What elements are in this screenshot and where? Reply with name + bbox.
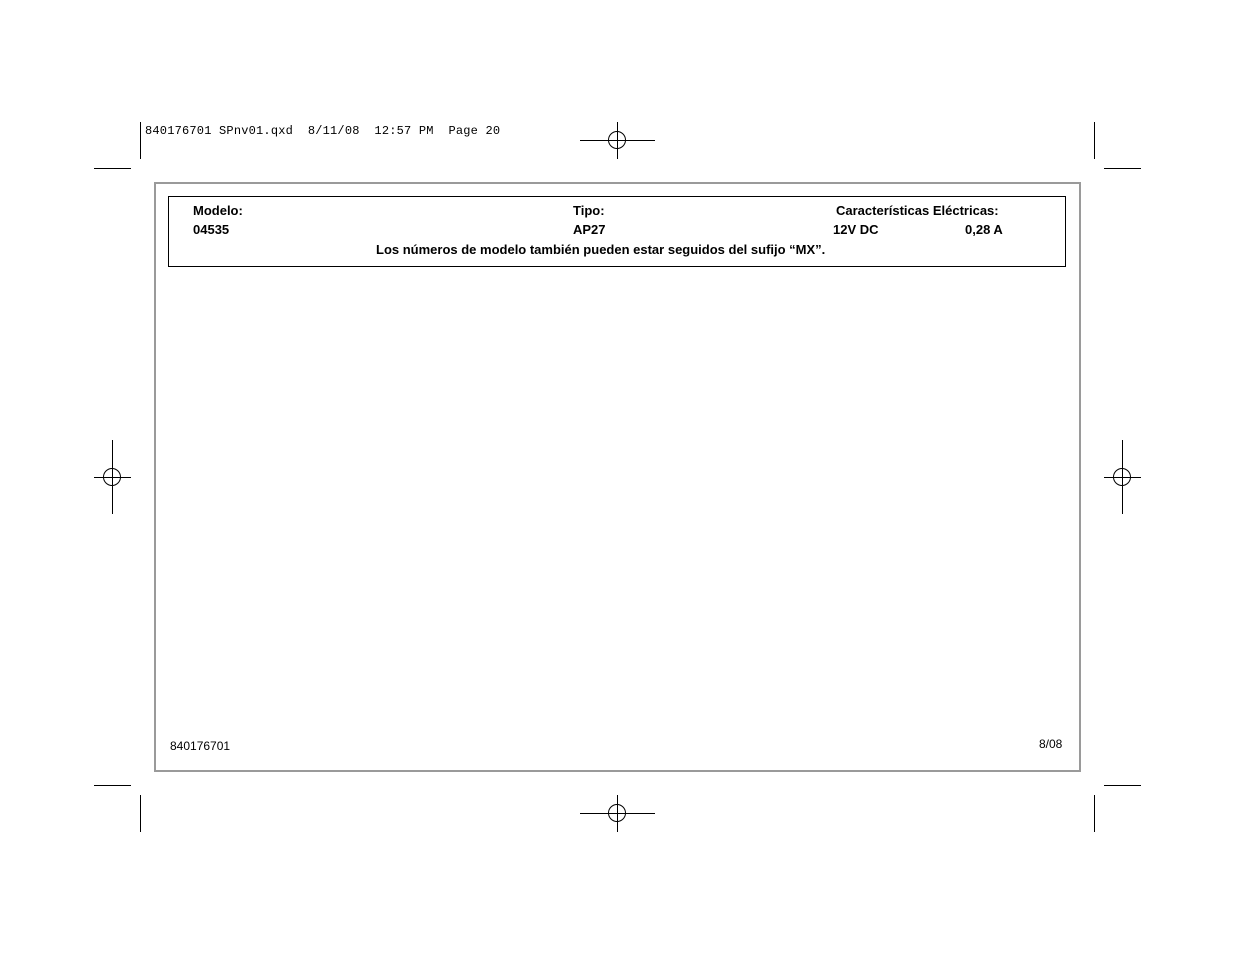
current-value: 0,28 A xyxy=(965,222,1003,237)
voltage-value: 12V DC xyxy=(833,222,879,237)
model-value: 04535 xyxy=(193,222,230,237)
crop-mark-top-left-vertical xyxy=(140,122,141,159)
crop-mark-top-right-horizontal xyxy=(1104,168,1141,169)
crop-mark-bottom-right-vertical xyxy=(1094,795,1095,832)
crop-mark-top-left-horizontal xyxy=(94,168,131,169)
crop-mark-bottom-left-horizontal xyxy=(94,785,131,786)
crop-mark-bottom-left-vertical xyxy=(140,795,141,832)
slug-line: 840176701 SPnv01.qxd 8/11/08 12:57 PM Page 20 xyxy=(145,124,501,138)
crop-mark-bottom-right-horizontal xyxy=(1104,785,1141,786)
electrical-label: Características Eléctricas: xyxy=(836,203,999,218)
model-label: Modelo: xyxy=(193,203,243,218)
type-label: Tipo: xyxy=(573,203,605,218)
type-value: AP27 xyxy=(573,222,606,237)
revision-date: 8/08 xyxy=(1039,737,1063,751)
page-frame xyxy=(154,182,1081,772)
model-suffix-note: Los números de modelo también pueden estar seguidos del sufijo “MX”. xyxy=(376,242,826,257)
crop-mark-top-right-vertical xyxy=(1094,122,1095,159)
part-number: 840176701 xyxy=(170,739,231,753)
